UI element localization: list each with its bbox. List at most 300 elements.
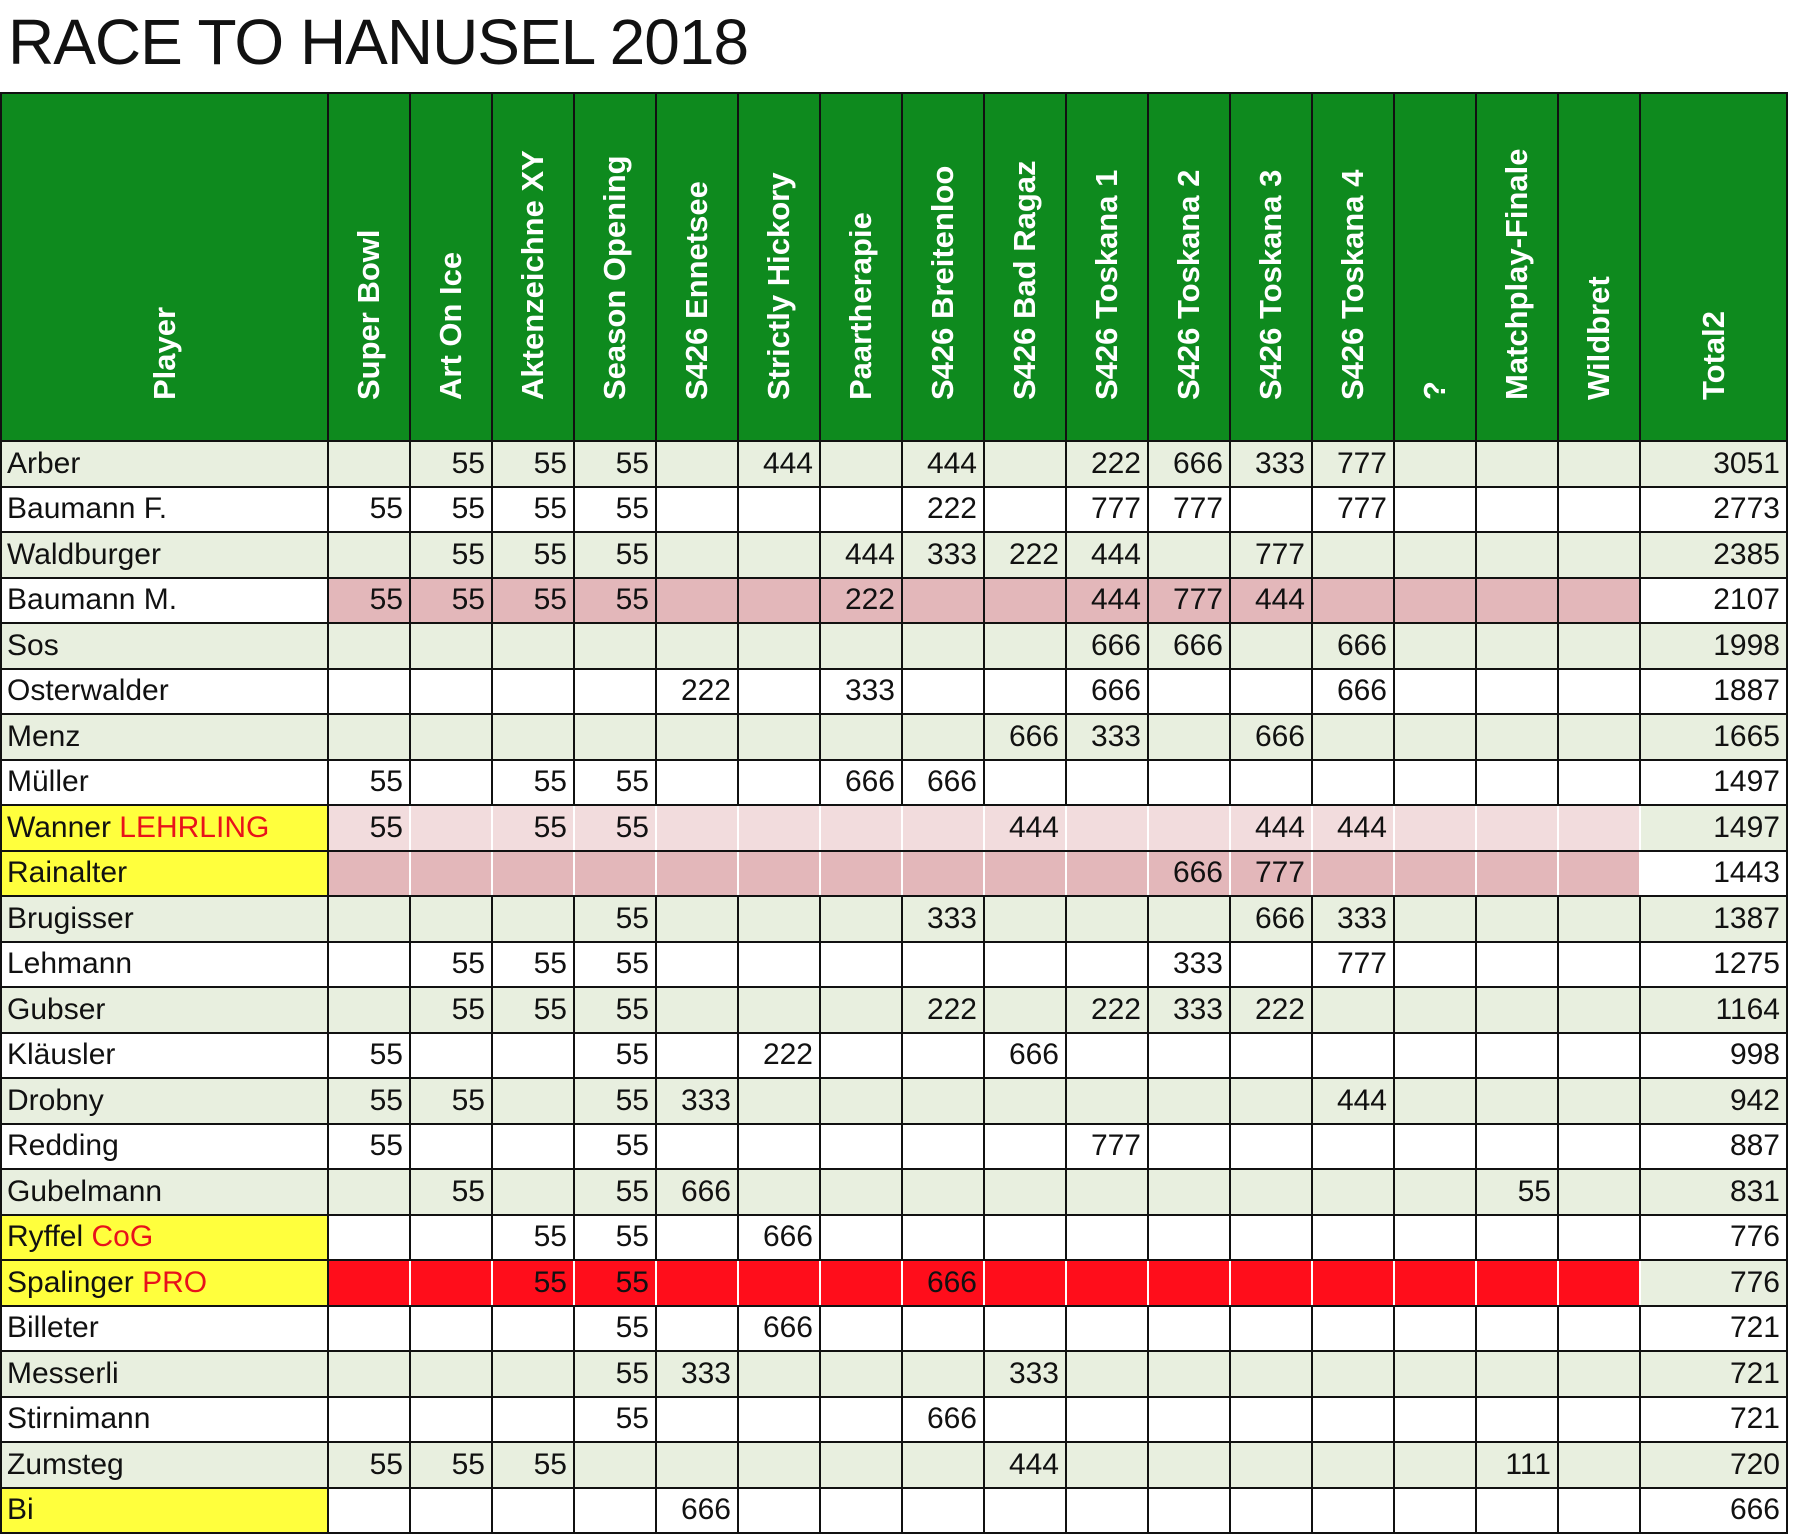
score-cell[interactable]: [820, 896, 902, 942]
score-cell[interactable]: [820, 1488, 902, 1534]
score-cell[interactable]: [1558, 942, 1640, 988]
score-cell[interactable]: [1558, 987, 1640, 1033]
score-cell[interactable]: [1476, 1351, 1558, 1397]
score-cell[interactable]: [1558, 714, 1640, 760]
score-cell[interactable]: [328, 987, 410, 1033]
score-cell[interactable]: 55: [328, 1124, 410, 1170]
score-cell[interactable]: [1558, 760, 1640, 806]
score-cell[interactable]: [1476, 760, 1558, 806]
score-cell[interactable]: [1148, 1124, 1230, 1170]
score-cell[interactable]: [1394, 578, 1476, 624]
score-cell[interactable]: 444: [820, 532, 902, 578]
player-name-cell[interactable]: [1, 1078, 328, 1124]
score-cell[interactable]: [410, 1215, 492, 1261]
score-cell[interactable]: [1312, 1351, 1394, 1397]
score-cell[interactable]: 222: [820, 578, 902, 624]
score-cell[interactable]: 666: [1230, 896, 1312, 942]
score-cell[interactable]: [1394, 669, 1476, 715]
score-cell[interactable]: [1230, 1169, 1312, 1215]
total-cell[interactable]: 887: [1640, 1124, 1787, 1170]
score-cell[interactable]: 666: [656, 1488, 738, 1534]
score-cell[interactable]: 55: [574, 1306, 656, 1352]
score-cell[interactable]: [1148, 1260, 1230, 1306]
score-cell[interactable]: [1230, 1260, 1312, 1306]
score-cell[interactable]: [820, 1306, 902, 1352]
score-cell[interactable]: [1312, 1442, 1394, 1488]
score-cell[interactable]: [328, 441, 410, 487]
score-cell[interactable]: [656, 532, 738, 578]
score-cell[interactable]: 333: [1312, 896, 1394, 942]
score-cell[interactable]: [1476, 532, 1558, 578]
total-cell[interactable]: 2773: [1640, 487, 1787, 533]
score-cell[interactable]: [1148, 532, 1230, 578]
score-cell[interactable]: 55: [574, 1215, 656, 1261]
score-cell[interactable]: [984, 1124, 1066, 1170]
score-cell[interactable]: [574, 623, 656, 669]
score-cell[interactable]: 666: [902, 1260, 984, 1306]
score-cell[interactable]: [820, 851, 902, 897]
score-cell[interactable]: 55: [1476, 1169, 1558, 1215]
score-cell[interactable]: 55: [492, 1442, 574, 1488]
score-cell[interactable]: [574, 1488, 656, 1534]
score-cell[interactable]: [1394, 851, 1476, 897]
score-cell[interactable]: [738, 987, 820, 1033]
score-cell[interactable]: 55: [328, 760, 410, 806]
header-wildbret[interactable]: Wildbret: [1558, 93, 1640, 441]
score-cell[interactable]: [738, 1488, 820, 1534]
score-cell[interactable]: 55: [574, 1033, 656, 1079]
score-cell[interactable]: [1230, 669, 1312, 715]
score-cell[interactable]: [1230, 1124, 1312, 1170]
score-cell[interactable]: [1558, 1306, 1640, 1352]
score-cell[interactable]: [902, 1351, 984, 1397]
score-cell[interactable]: [656, 1306, 738, 1352]
score-cell[interactable]: [738, 851, 820, 897]
score-cell[interactable]: [574, 669, 656, 715]
score-cell[interactable]: [1476, 1306, 1558, 1352]
header-s426-breitenloo[interactable]: S426 Breitenloo: [902, 93, 984, 441]
header-art-on-ice[interactable]: Art On Ice: [410, 93, 492, 441]
score-cell[interactable]: [1394, 1306, 1476, 1352]
score-cell[interactable]: 222: [984, 532, 1066, 578]
score-cell[interactable]: 666: [1148, 441, 1230, 487]
score-cell[interactable]: [738, 942, 820, 988]
score-cell[interactable]: [984, 578, 1066, 624]
score-cell[interactable]: 55: [574, 1124, 656, 1170]
score-cell[interactable]: 666: [902, 1397, 984, 1443]
score-cell[interactable]: 777: [1230, 851, 1312, 897]
score-cell[interactable]: [1476, 669, 1558, 715]
score-cell[interactable]: [1066, 1397, 1148, 1443]
score-cell[interactable]: 111: [1476, 1442, 1558, 1488]
score-cell[interactable]: [656, 1397, 738, 1443]
player-name-cell[interactable]: [1, 987, 328, 1033]
header-super-bowl[interactable]: Super Bowl: [328, 93, 410, 441]
score-cell[interactable]: [1476, 714, 1558, 760]
score-cell[interactable]: [1312, 1124, 1394, 1170]
player-name-cell[interactable]: [1, 578, 328, 624]
score-cell[interactable]: [984, 942, 1066, 988]
score-cell[interactable]: [1394, 896, 1476, 942]
score-cell[interactable]: [1066, 1215, 1148, 1261]
score-cell[interactable]: [984, 669, 1066, 715]
score-cell[interactable]: [656, 942, 738, 988]
total-cell[interactable]: 2107: [1640, 578, 1787, 624]
player-name-cell[interactable]: [1, 1306, 328, 1352]
score-cell[interactable]: [1066, 1260, 1148, 1306]
score-cell[interactable]: 666: [820, 760, 902, 806]
score-cell[interactable]: [820, 1351, 902, 1397]
score-cell[interactable]: [1066, 1442, 1148, 1488]
header-aktenzeichne-xy[interactable]: Aktenzeichne XY: [492, 93, 574, 441]
score-cell[interactable]: 666: [656, 1169, 738, 1215]
score-cell[interactable]: 222: [1066, 441, 1148, 487]
score-cell[interactable]: [1558, 1442, 1640, 1488]
player-name-cell[interactable]: [1, 1442, 328, 1488]
score-cell[interactable]: [656, 896, 738, 942]
score-cell[interactable]: [902, 1442, 984, 1488]
score-cell[interactable]: [1148, 1442, 1230, 1488]
score-cell[interactable]: 55: [328, 1442, 410, 1488]
score-cell[interactable]: [820, 487, 902, 533]
score-cell[interactable]: [820, 987, 902, 1033]
score-cell[interactable]: [328, 532, 410, 578]
player-name-cell[interactable]: [1, 1033, 328, 1079]
score-cell[interactable]: [738, 623, 820, 669]
score-cell[interactable]: [984, 1215, 1066, 1261]
score-cell[interactable]: 55: [574, 760, 656, 806]
score-cell[interactable]: [1476, 578, 1558, 624]
score-cell[interactable]: [1066, 1169, 1148, 1215]
score-cell[interactable]: [410, 623, 492, 669]
score-cell[interactable]: [1312, 1397, 1394, 1443]
total-cell[interactable]: 721: [1640, 1306, 1787, 1352]
score-cell[interactable]: 333: [656, 1351, 738, 1397]
score-cell[interactable]: [410, 1351, 492, 1397]
score-cell[interactable]: 333: [902, 532, 984, 578]
score-cell[interactable]: [1148, 760, 1230, 806]
total-cell[interactable]: 1275: [1640, 942, 1787, 988]
score-cell[interactable]: [1066, 851, 1148, 897]
score-cell[interactable]: 333: [902, 896, 984, 942]
score-cell[interactable]: [328, 669, 410, 715]
score-cell[interactable]: [984, 623, 1066, 669]
score-cell[interactable]: 55: [574, 1351, 656, 1397]
score-cell[interactable]: 55: [492, 760, 574, 806]
score-cell[interactable]: 55: [492, 1260, 574, 1306]
score-cell[interactable]: [738, 1169, 820, 1215]
score-cell[interactable]: 55: [492, 987, 574, 1033]
score-cell[interactable]: [902, 851, 984, 897]
score-cell[interactable]: [1394, 1169, 1476, 1215]
score-cell[interactable]: 333: [656, 1078, 738, 1124]
score-cell[interactable]: [1148, 714, 1230, 760]
score-cell[interactable]: [820, 942, 902, 988]
score-cell[interactable]: [820, 714, 902, 760]
score-cell[interactable]: 55: [410, 487, 492, 533]
score-cell[interactable]: [492, 1306, 574, 1352]
header-strictly-hickory[interactable]: Strictly Hickory: [738, 93, 820, 441]
score-cell[interactable]: 222: [1066, 987, 1148, 1033]
score-cell[interactable]: 666: [1312, 623, 1394, 669]
score-cell[interactable]: [1394, 714, 1476, 760]
total-cell[interactable]: 942: [1640, 1078, 1787, 1124]
score-cell[interactable]: [1230, 1397, 1312, 1443]
score-cell[interactable]: [410, 1033, 492, 1079]
player-name-cell[interactable]: [1, 714, 328, 760]
score-cell[interactable]: [1476, 1033, 1558, 1079]
score-cell[interactable]: [1558, 851, 1640, 897]
score-cell[interactable]: [984, 441, 1066, 487]
score-cell[interactable]: [410, 760, 492, 806]
score-cell[interactable]: [738, 1260, 820, 1306]
total-cell[interactable]: 1497: [1640, 805, 1787, 851]
score-cell[interactable]: [410, 1488, 492, 1534]
score-cell[interactable]: 666: [738, 1306, 820, 1352]
score-cell[interactable]: [1312, 714, 1394, 760]
score-cell[interactable]: [1394, 1488, 1476, 1534]
header-total2[interactable]: Total2: [1640, 93, 1787, 441]
score-cell[interactable]: 55: [574, 441, 656, 487]
score-cell[interactable]: 55: [492, 942, 574, 988]
player-name-cell[interactable]: [1, 441, 328, 487]
score-cell[interactable]: [738, 487, 820, 533]
player-name-cell[interactable]: [1, 896, 328, 942]
total-cell[interactable]: 720: [1640, 1442, 1787, 1488]
player-name-cell[interactable]: [1, 532, 328, 578]
score-cell[interactable]: [1476, 896, 1558, 942]
score-cell[interactable]: [820, 1260, 902, 1306]
score-cell[interactable]: [1394, 1260, 1476, 1306]
score-cell[interactable]: [738, 532, 820, 578]
player-name-cell[interactable]: [1, 669, 328, 715]
score-cell[interactable]: [1148, 669, 1230, 715]
score-cell[interactable]: [410, 851, 492, 897]
player-name-cell[interactable]: [1, 1397, 328, 1443]
score-cell[interactable]: [1148, 1306, 1230, 1352]
score-cell[interactable]: [492, 1169, 574, 1215]
score-cell[interactable]: 777: [1148, 487, 1230, 533]
score-cell[interactable]: [656, 714, 738, 760]
score-cell[interactable]: [1148, 1078, 1230, 1124]
score-cell[interactable]: 333: [984, 1351, 1066, 1397]
score-cell[interactable]: 666: [902, 760, 984, 806]
score-cell[interactable]: 666: [984, 1033, 1066, 1079]
player-name-cell[interactable]: [1, 1488, 328, 1534]
score-cell[interactable]: [1066, 896, 1148, 942]
score-cell[interactable]: [1558, 669, 1640, 715]
score-cell[interactable]: 55: [410, 1078, 492, 1124]
header-s426-toskana-2[interactable]: S426 Toskana 2: [1148, 93, 1230, 441]
score-cell[interactable]: [820, 1124, 902, 1170]
score-cell[interactable]: [1476, 851, 1558, 897]
score-cell[interactable]: 222: [902, 987, 984, 1033]
score-cell[interactable]: [1312, 532, 1394, 578]
score-cell[interactable]: [984, 760, 1066, 806]
score-cell[interactable]: [492, 1124, 574, 1170]
score-cell[interactable]: [492, 1351, 574, 1397]
score-cell[interactable]: [1230, 487, 1312, 533]
score-cell[interactable]: [328, 1488, 410, 1534]
score-cell[interactable]: 222: [738, 1033, 820, 1079]
score-cell[interactable]: 55: [328, 805, 410, 851]
score-cell[interactable]: [1066, 1351, 1148, 1397]
header-season-opening[interactable]: Season Opening: [574, 93, 656, 441]
score-cell[interactable]: [1558, 896, 1640, 942]
score-cell[interactable]: 55: [410, 532, 492, 578]
score-cell[interactable]: [1476, 623, 1558, 669]
player-name-cell[interactable]: [1, 1351, 328, 1397]
score-cell[interactable]: [1476, 441, 1558, 487]
score-cell[interactable]: 444: [1312, 805, 1394, 851]
score-cell[interactable]: [656, 1260, 738, 1306]
score-cell[interactable]: 55: [574, 942, 656, 988]
score-cell[interactable]: [1476, 1260, 1558, 1306]
score-cell[interactable]: [1558, 1488, 1640, 1534]
score-cell[interactable]: [410, 1306, 492, 1352]
score-cell[interactable]: [656, 1124, 738, 1170]
score-cell[interactable]: 444: [902, 441, 984, 487]
score-cell[interactable]: [1230, 1306, 1312, 1352]
score-cell[interactable]: [984, 1488, 1066, 1534]
total-cell[interactable]: 776: [1640, 1260, 1787, 1306]
score-cell[interactable]: [492, 669, 574, 715]
score-cell[interactable]: [1558, 1215, 1640, 1261]
score-cell[interactable]: [574, 714, 656, 760]
score-cell[interactable]: [1394, 1033, 1476, 1079]
score-cell[interactable]: 222: [902, 487, 984, 533]
score-cell[interactable]: [574, 1442, 656, 1488]
score-cell[interactable]: 222: [656, 669, 738, 715]
score-cell[interactable]: [1476, 1397, 1558, 1443]
score-cell[interactable]: 333: [1230, 441, 1312, 487]
player-name-cell[interactable]: [1, 1124, 328, 1170]
score-cell[interactable]: 444: [984, 1442, 1066, 1488]
score-cell[interactable]: [1476, 805, 1558, 851]
score-cell[interactable]: 333: [820, 669, 902, 715]
total-cell[interactable]: 721: [1640, 1397, 1787, 1443]
score-cell[interactable]: [902, 1215, 984, 1261]
score-cell[interactable]: [1066, 1488, 1148, 1534]
score-cell[interactable]: [1312, 851, 1394, 897]
score-cell[interactable]: [902, 942, 984, 988]
player-name-cell[interactable]: [1, 942, 328, 988]
score-cell[interactable]: [1230, 1488, 1312, 1534]
header-s426-toskana-4[interactable]: S426 Toskana 4: [1312, 93, 1394, 441]
score-cell[interactable]: 55: [574, 896, 656, 942]
score-cell[interactable]: 444: [738, 441, 820, 487]
score-cell[interactable]: [1394, 1397, 1476, 1443]
score-cell[interactable]: [410, 1397, 492, 1443]
score-cell[interactable]: [902, 669, 984, 715]
score-cell[interactable]: 444: [1230, 578, 1312, 624]
total-cell[interactable]: 1164: [1640, 987, 1787, 1033]
score-cell[interactable]: [1476, 1215, 1558, 1261]
player-name-cell[interactable]: [1, 851, 328, 897]
player-name-cell[interactable]: [1, 1169, 328, 1215]
score-cell[interactable]: [984, 1078, 1066, 1124]
score-cell[interactable]: 55: [492, 487, 574, 533]
score-cell[interactable]: 55: [574, 532, 656, 578]
score-cell[interactable]: [1558, 1124, 1640, 1170]
score-cell[interactable]: [328, 896, 410, 942]
score-cell[interactable]: [1312, 1306, 1394, 1352]
score-cell[interactable]: 777: [1312, 487, 1394, 533]
score-cell[interactable]: 333: [1148, 987, 1230, 1033]
score-cell[interactable]: [1312, 578, 1394, 624]
score-cell[interactable]: [492, 1397, 574, 1443]
score-cell[interactable]: [1312, 1488, 1394, 1534]
score-cell[interactable]: 55: [328, 1078, 410, 1124]
score-cell[interactable]: [328, 623, 410, 669]
score-cell[interactable]: [820, 1397, 902, 1443]
score-cell[interactable]: [1148, 1351, 1230, 1397]
player-name-cell[interactable]: [1, 760, 328, 806]
header-player[interactable]: Player: [1, 93, 328, 441]
score-cell[interactable]: [1230, 1033, 1312, 1079]
total-cell[interactable]: 1998: [1640, 623, 1787, 669]
score-cell[interactable]: 777: [1312, 441, 1394, 487]
score-cell[interactable]: [820, 1033, 902, 1079]
score-cell[interactable]: 55: [574, 487, 656, 533]
score-cell[interactable]: [820, 1215, 902, 1261]
score-cell[interactable]: [902, 1124, 984, 1170]
score-cell[interactable]: [1558, 1397, 1640, 1443]
score-cell[interactable]: [738, 760, 820, 806]
score-cell[interactable]: 777: [1148, 578, 1230, 624]
score-cell[interactable]: 55: [492, 1215, 574, 1261]
score-cell[interactable]: 55: [410, 1442, 492, 1488]
score-cell[interactable]: 333: [1066, 714, 1148, 760]
score-cell[interactable]: 666: [1148, 851, 1230, 897]
score-cell[interactable]: [1558, 1260, 1640, 1306]
score-cell[interactable]: [1148, 1169, 1230, 1215]
score-cell[interactable]: [738, 1397, 820, 1443]
score-cell[interactable]: [492, 851, 574, 897]
score-cell[interactable]: [1312, 1169, 1394, 1215]
score-cell[interactable]: [1394, 441, 1476, 487]
score-cell[interactable]: [1230, 760, 1312, 806]
score-cell[interactable]: [1394, 1124, 1476, 1170]
score-cell[interactable]: [1558, 441, 1640, 487]
header-s426-bad-ragaz[interactable]: S426 Bad Ragaz: [984, 93, 1066, 441]
total-cell[interactable]: 666: [1640, 1488, 1787, 1534]
header-s426-toskana-3[interactable]: S426 Toskana 3: [1230, 93, 1312, 441]
score-cell[interactable]: [1230, 1215, 1312, 1261]
player-name-cell[interactable]: [1, 1260, 328, 1306]
score-cell[interactable]: [1476, 487, 1558, 533]
score-cell[interactable]: [738, 669, 820, 715]
score-cell[interactable]: [328, 714, 410, 760]
score-cell[interactable]: [902, 1488, 984, 1534]
score-cell[interactable]: [410, 669, 492, 715]
score-cell[interactable]: [1394, 623, 1476, 669]
total-cell[interactable]: 1443: [1640, 851, 1787, 897]
score-cell[interactable]: [1394, 760, 1476, 806]
score-cell[interactable]: 444: [1312, 1078, 1394, 1124]
score-cell[interactable]: [1312, 987, 1394, 1033]
score-cell[interactable]: [1230, 623, 1312, 669]
total-cell[interactable]: 1497: [1640, 760, 1787, 806]
score-cell[interactable]: 55: [492, 441, 574, 487]
score-cell[interactable]: [902, 623, 984, 669]
score-cell[interactable]: 55: [574, 578, 656, 624]
total-cell[interactable]: 721: [1640, 1351, 1787, 1397]
score-cell[interactable]: [1394, 487, 1476, 533]
score-cell[interactable]: [1066, 942, 1148, 988]
score-cell[interactable]: [410, 1124, 492, 1170]
score-cell[interactable]: 55: [574, 1078, 656, 1124]
